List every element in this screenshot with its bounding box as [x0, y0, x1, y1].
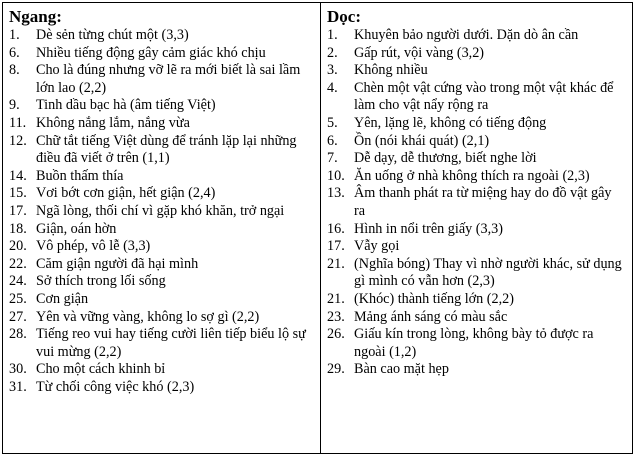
clue-number: 28. — [9, 326, 27, 343]
clue-text: Từ chối công việc khó (2,3) — [36, 378, 195, 395]
clue-text: Vơi bớt cơn giận, hết giận (2,4) — [36, 185, 216, 202]
down-clue — [327, 133, 626, 151]
clue-text: Gấp rút, vội vàng (3,2) — [354, 44, 485, 61]
clue-text: Hình in nổi trên giấy (3,3) — [354, 220, 503, 237]
down-clue — [327, 309, 626, 327]
clue-text: Ăn uống ở nhà không thích ra ngoài (2,3) — [354, 167, 590, 184]
clue-number: 5. — [327, 114, 338, 131]
clue-text: Cơn giận — [36, 290, 89, 307]
clue-number: 9. — [9, 97, 20, 114]
clue-number: 7. — [327, 150, 338, 167]
down-clue — [327, 291, 626, 309]
clue-number: 16. — [327, 220, 345, 237]
clue-text: Dễ dạy, dễ thương, biết nghe lời — [354, 150, 537, 167]
clue-number: 11. — [9, 114, 27, 131]
down-clue — [327, 221, 626, 239]
clue-number: 29. — [327, 361, 345, 378]
across-clue — [9, 238, 314, 256]
clue-number: 21. — [327, 290, 345, 307]
across-clue — [9, 133, 314, 168]
across-clue — [9, 361, 314, 379]
across-clue — [9, 291, 314, 309]
clue-text: Cho là đúng nhưng vỡ lẽ ra mới biết là sai lầm lớn lao (2,2) — [36, 62, 301, 96]
clue-number: 30. — [9, 361, 27, 378]
down-clue — [327, 361, 626, 379]
clue-text: Không nhiều — [354, 62, 428, 79]
across-clue — [9, 379, 314, 397]
across-heading: Ngang: — [9, 7, 62, 26]
down-clue — [327, 45, 626, 63]
clue-text: Vẫy gọi — [354, 238, 400, 255]
clue-number: 2. — [327, 44, 338, 61]
clue-number: 17. — [9, 202, 27, 219]
clue-number: 27. — [9, 308, 27, 325]
clue-text: Buồn thấm thía — [36, 167, 124, 184]
across-clue — [9, 168, 314, 186]
clue-text: Yên, lặng lẽ, không có tiếng động — [354, 114, 547, 131]
clue-number: 23. — [327, 308, 345, 325]
clue-text: Vô phép, vô lễ (3,3) — [36, 238, 151, 255]
clue-text: Tiếng reo vui hay tiếng cười liên tiếp biểu lộ sự vui mừng (2,2) — [36, 326, 306, 360]
across-clue — [9, 273, 314, 291]
clue-text: Sở thích trong lối sống — [36, 273, 166, 290]
clue-text: (Khóc) thành tiếng lớn (2,2) — [354, 290, 514, 307]
across-clue — [9, 326, 314, 361]
across-clue — [9, 27, 314, 45]
across-column — [3, 3, 321, 453]
clue-table — [2, 2, 633, 454]
clue-text: Giận, oán hờn — [36, 220, 117, 237]
clue-number: 22. — [9, 255, 27, 272]
down-clue-list — [327, 27, 626, 379]
clue-number: 26. — [327, 326, 345, 343]
clue-number: 12. — [9, 132, 27, 149]
down-clue — [327, 62, 626, 80]
clue-text: Mảng ánh sáng có màu sắc — [354, 308, 508, 325]
down-clue — [327, 150, 626, 168]
across-clue — [9, 62, 314, 97]
clue-number: 15. — [9, 185, 27, 202]
clue-number: 3. — [327, 62, 338, 79]
clue-number: 6. — [9, 44, 20, 61]
across-clue — [9, 256, 314, 274]
clue-number: 24. — [9, 273, 27, 290]
clue-number: 13. — [327, 185, 345, 202]
clue-text: Không nắng lắm, nắng vừa — [36, 114, 190, 131]
clue-text: Ngã lòng, thối chí vì gặp khó khăn, trở ngại — [36, 202, 285, 219]
down-column — [321, 3, 632, 453]
clue-number: 10. — [327, 167, 345, 184]
clue-text: Căm giận người đã hại mình — [36, 255, 199, 272]
down-clue — [327, 256, 626, 291]
across-clue — [9, 45, 314, 63]
clue-number: 25. — [9, 290, 27, 307]
down-clue — [327, 326, 626, 361]
across-clue-list — [9, 27, 314, 396]
clue-text: Tinh dầu bạc hà (âm tiếng Việt) — [36, 97, 216, 114]
down-clue — [327, 168, 626, 186]
clue-number: 8. — [9, 62, 20, 79]
down-clue — [327, 238, 626, 256]
across-clue — [9, 221, 314, 239]
clue-number: 21. — [327, 255, 345, 272]
clue-number: 14. — [9, 167, 27, 184]
clue-text: Bàn cao mặt hẹp — [354, 361, 449, 378]
clue-number: 1. — [327, 27, 338, 43]
clue-number: 1. — [9, 27, 20, 43]
clue-text: Nhiều tiếng động gây cảm giác khó chịu — [36, 44, 266, 61]
clue-number: 17. — [327, 238, 345, 255]
clue-text: Yên và vững vàng, không lo sợ gì (2,2) — [36, 308, 260, 325]
clue-text: Chữ tắt tiếng Việt dùng để tránh lặp lại những điều đã viết ở trên (1,1) — [36, 132, 297, 167]
across-clue — [9, 115, 314, 133]
clue-text: Ồn (nói khái quát) (2,1) — [354, 132, 490, 149]
clue-text: Cho một cách khinh bỉ — [36, 361, 166, 378]
clue-text: Chèn một vật cứng vào trong một vật khác để làm cho vật nẩy rộng ra — [354, 79, 614, 114]
across-clue — [9, 185, 314, 203]
down-clue — [327, 27, 626, 45]
down-clue — [327, 185, 626, 220]
clue-number: 4. — [327, 79, 338, 96]
down-clue — [327, 80, 626, 115]
clue-number: 31. — [9, 378, 27, 395]
clue-text: Giấu kín trong lòng, không bày tỏ được ra ngoài (1,2) — [354, 326, 594, 360]
clue-text: (Nghĩa bóng) Thay vì nhờ người khác, sử dụng gì mình có vẫn hơn (2,3) — [354, 255, 622, 290]
clue-number: 18. — [9, 220, 27, 237]
down-clue — [327, 115, 626, 133]
clue-text: Dè sẻn từng chút một (3,3) — [36, 27, 189, 43]
clue-text: Âm thanh phát ra từ miệng hay do đồ vật gây ra — [354, 185, 612, 219]
across-clue — [9, 97, 314, 115]
clue-text: Khuyên bảo người dưới. Dặn dò ân cần — [354, 27, 579, 43]
across-clue — [9, 309, 314, 327]
down-heading: Dọc: — [327, 7, 361, 26]
clue-number: 20. — [9, 238, 27, 255]
clue-number: 6. — [327, 132, 338, 149]
across-clue — [9, 203, 314, 221]
